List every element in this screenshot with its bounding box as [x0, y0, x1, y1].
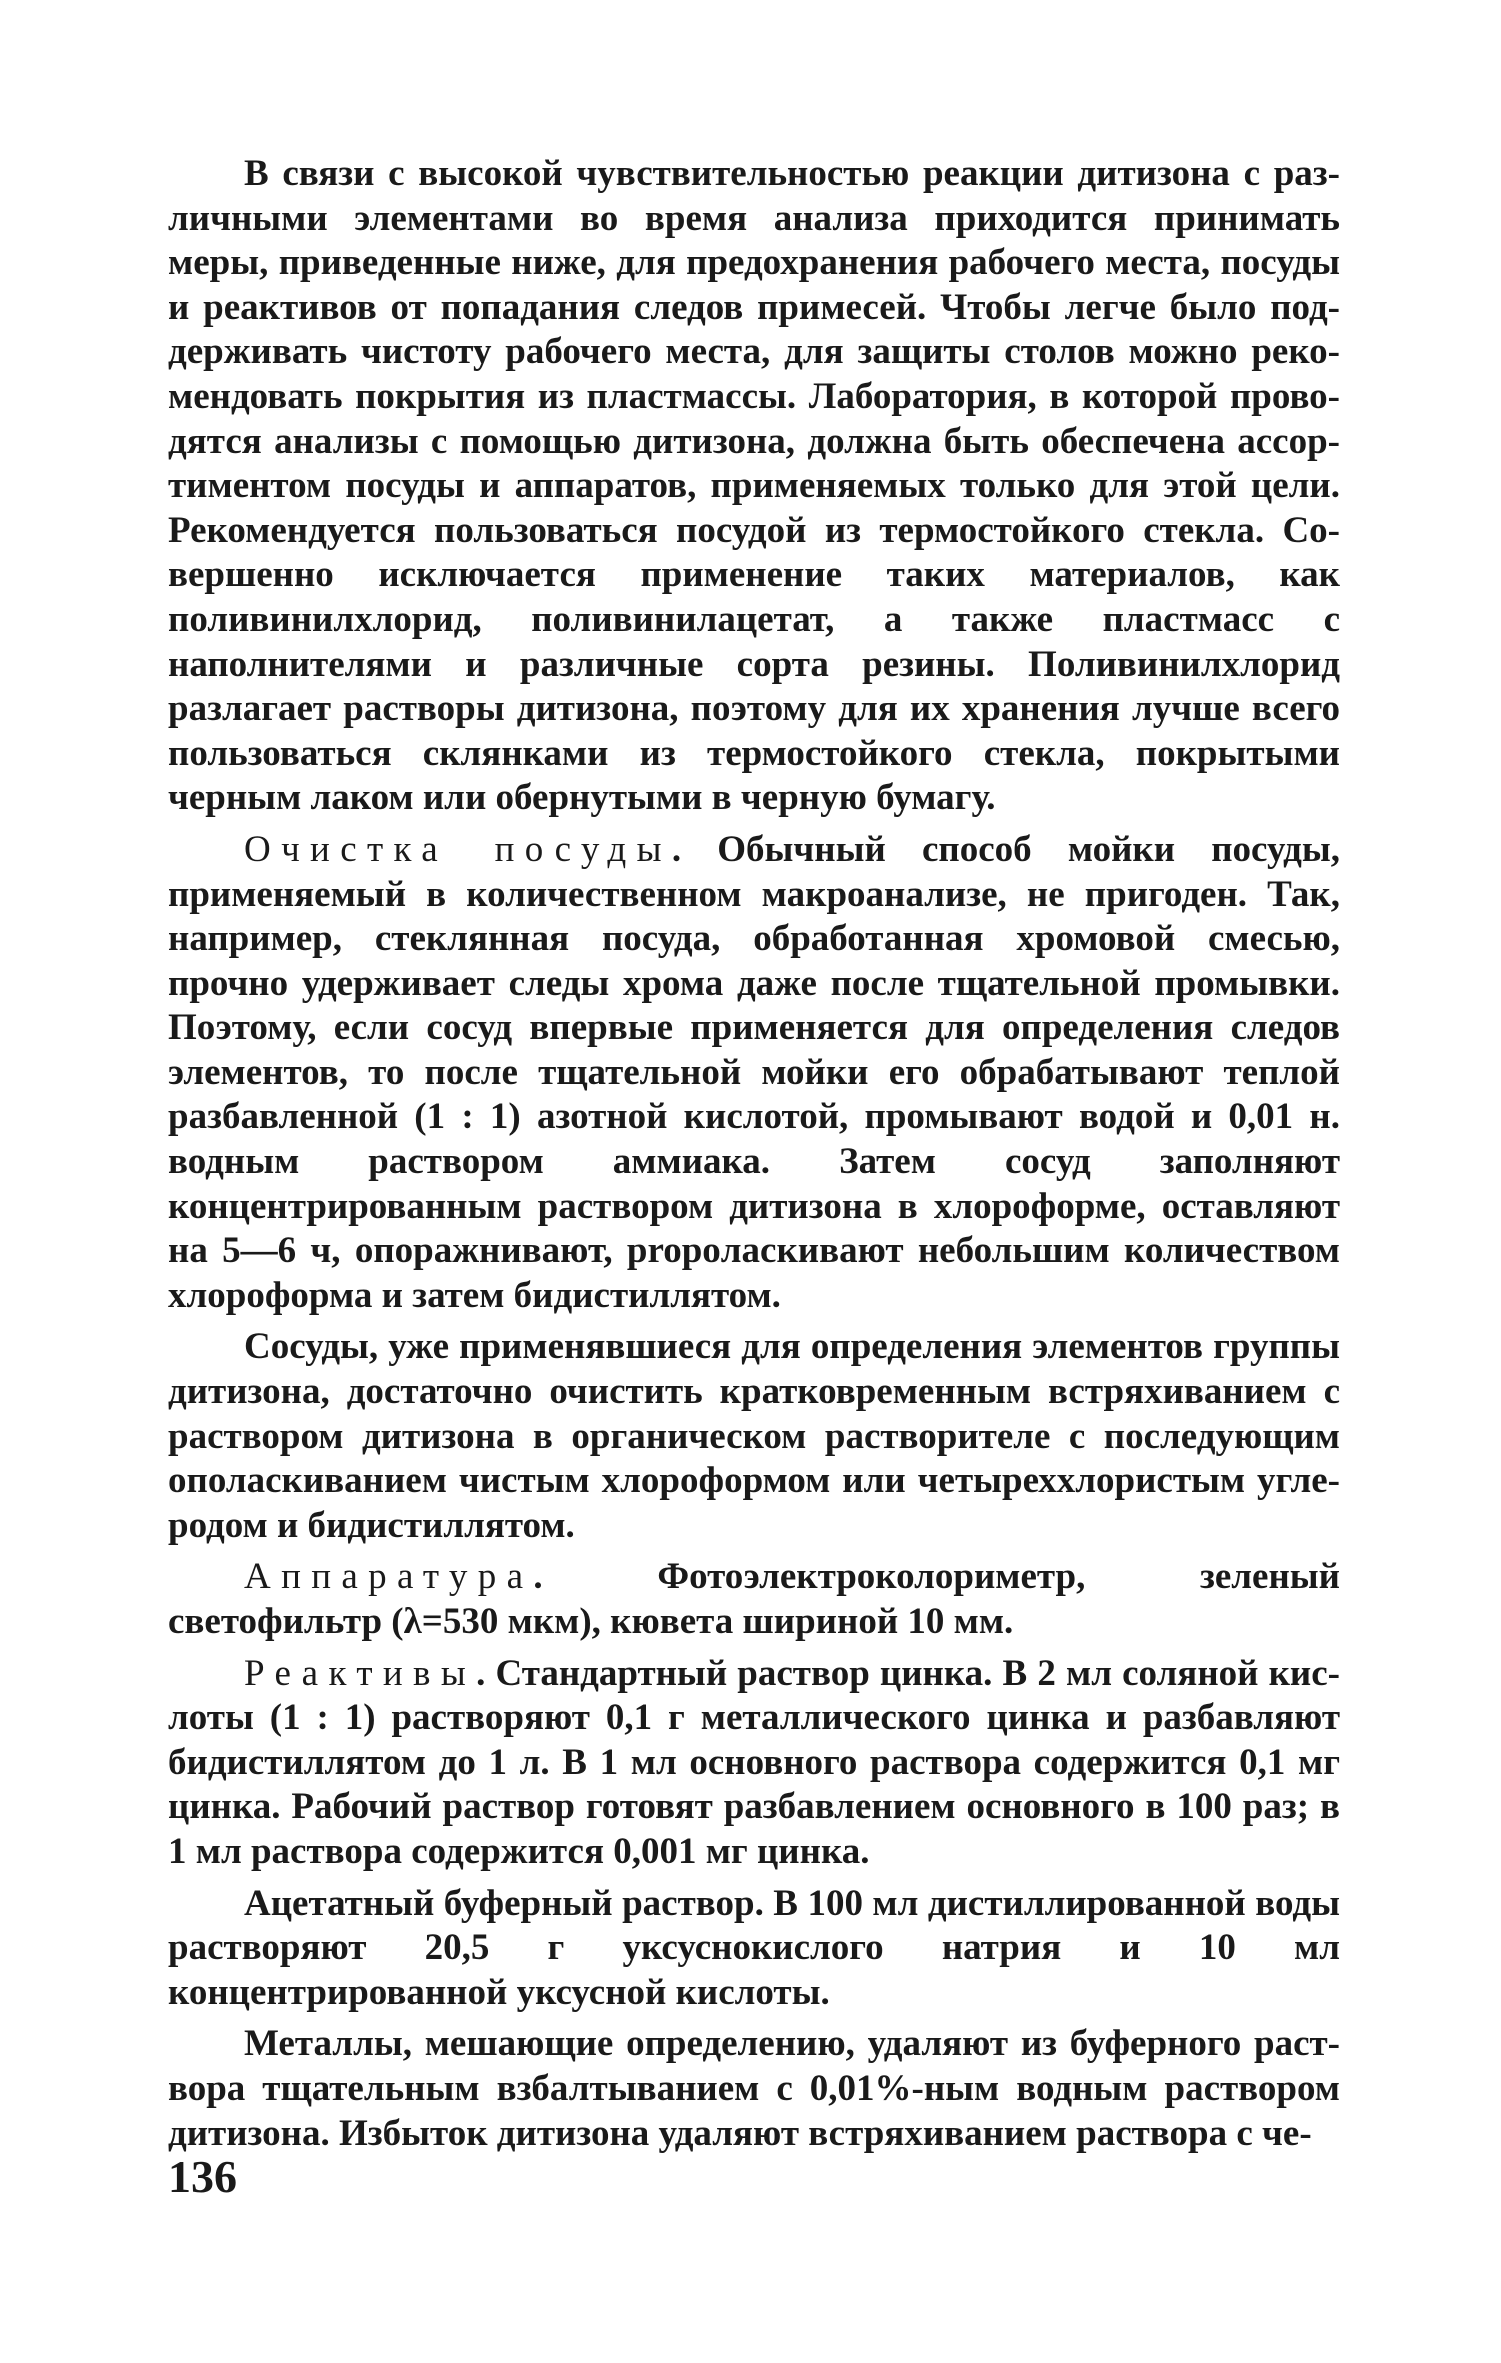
paragraph-text: Ацетатный буферный раствор. В 100 мл дистиллированной воды растворяют 20,5 г уксуснокислого натрия и 10 мл концентрированной уксусной кислоты.	[168, 1882, 1340, 2013]
paragraph-1	[168, 152, 1340, 821]
paragraph-4	[168, 1555, 1340, 1644]
paragraph-5	[168, 1652, 1340, 1875]
paragraph-3	[168, 1325, 1340, 1548]
paragraph-lead: Аппаратура	[244, 1556, 534, 1598]
paragraph-text: Сосуды, уже применявшиеся для определения элементов группы дитизона, достаточно очистить кратковременным встряхиванием с раствором дитизона в органическом растворителе с последующим ополаскиванием чистым хлороформом или четыреххлористым углеродом и бидистиллятом.	[168, 1326, 1340, 1546]
paragraph-lead: Реактивы	[244, 1652, 477, 1694]
body-text	[168, 152, 1340, 2163]
paragraph-text: В связи с высокой чувствительностью реакции дитизона с различными элементами во время анализа приходится принимать меры, приведенные ниже, для предохранения рабочего места, посуды и реактивов от попадания следов примесей. Чтобы легче было поддерживать чистоту рабочего места, для защиты столов можно рекомендовать покрытия из пластмассы. Лаборатория, в которой проводятся анализы с помощью дитизона, должна быть обеспечена ассортиментом посуды и аппаратов, применяемых только для этой цели. Рекомендуется пользоваться посудой из термостойкого стекла. Совершенно исключается применение таких материалов, как поливинилхлорид, поливинилацетат, а также пластмасс с наполнителями и различные сорта резины. Поливинилхлорид разлагает растворы дитизона, поэтому для их хранения лучше всего пользоваться склянками из термостойкого стекла, покрытыми черным лаком или обернутыми в черную бумагу.	[168, 153, 1340, 819]
paragraph-text: Металлы, мешающие определению, удаляют из буферного раствора тщательным взбалтыванием с 0,01%-ным водным раствором дитизона. Избыток дитизона удаляют встряхиванием раствора с че-	[168, 2023, 1340, 2154]
paragraph-6	[168, 1882, 1340, 2016]
paragraph-lead: Очистка посуды	[244, 828, 672, 870]
paragraph-text: . Фотоэлектроколориметр, зеленый светофильтр (λ=530 мкм), кювета шириной 10 мм.	[168, 1556, 1340, 1642]
paragraph-7	[168, 2022, 1340, 2156]
paragraph-2	[168, 828, 1340, 1319]
paragraph-text: . Стандартный раствор цинка. В 2 мл соляной кислоты (1 : 1) растворяют 0,1 г металлического цинка и разбавляют бидистиллятом до 1 л. В 1 мл основного раствора содержится 0,1 мг цинка. Рабочий раствор готовят разбавлением основного в 100 раз; в 1 мл раствора содержится 0,001 мг цинка.	[168, 1652, 1340, 1872]
paragraph-text: . Обычный способ мойки посуды, применяемый в количественном макроанализе, не пригоден. Так, например, стеклянная посуда, обработанная хромовой смесью, прочно удерживает следы хрома даже после тщательной промывки. Поэтому, если сосуд впервые применяется для определения следов элементов, то после тщательной мойки его обрабатывают теплой разбавленной (1 : 1) азотной кислотой, промывают водой и 0,01 н. водным раствором аммиака. Затем сосуд заполняют концентрированным раствором дитизона в хлороформе, оставляют на 5—6 ч, опоражнивают, propoласкивают небольшим количеством хлороформа и затем бидистиллятом.	[168, 828, 1340, 1316]
page-number: 136	[168, 2151, 237, 2202]
